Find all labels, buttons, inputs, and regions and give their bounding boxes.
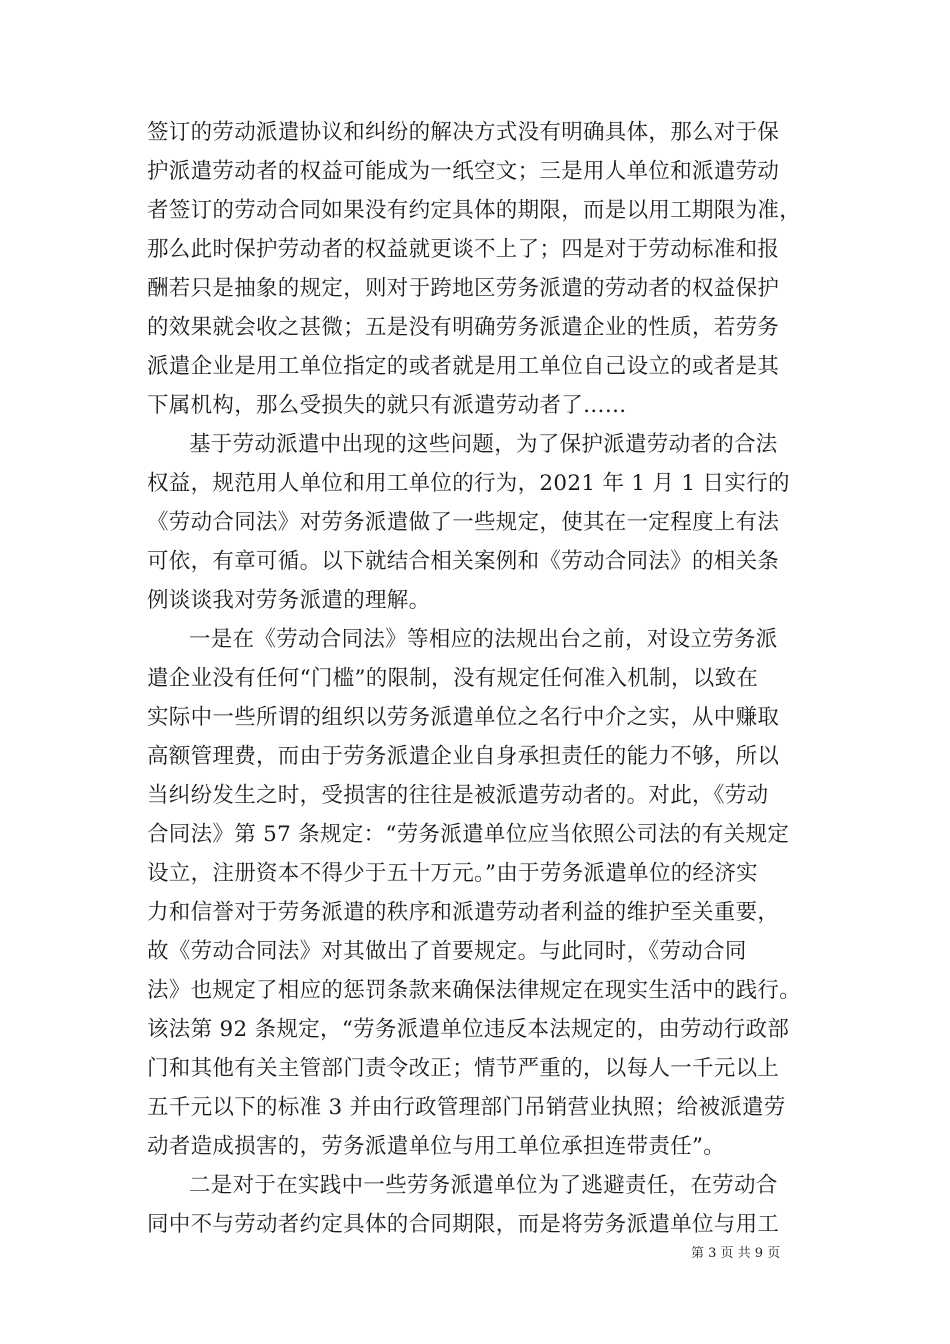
text-line: 者签订的劳动合同如果没有约定具体的期限，而是以用工期限为准， (147, 198, 802, 223)
text-line: 动者造成损害的，劳务派遣单位与用工单位承担连带责任”。 (147, 1134, 726, 1159)
text-line: 下属机构，那么受损失的就只有派遣劳动者了…… (147, 393, 627, 418)
text-line: 法》也规定了相应的惩罚条款来确保法律规定在现实生活中的践行。 (147, 978, 802, 1003)
paragraph-start-line: 基于劳动派遣中出现的这些问题，为了保护派遣劳动者的合法 (189, 432, 778, 457)
text-line: 那么此时保护劳动者的权益就更谈不上了；四是对于劳动标准和报 (147, 237, 780, 262)
page-number: 第 3 页 共 9 页 (691, 1246, 781, 1261)
text-line: 力和信誉对于劳务派遣的秩序和派遣劳动者利益的维护至关重要， (147, 900, 780, 925)
paragraph-start-line: 一是在《劳动合同法》等相应的法规出台之前，对设立劳务派 (189, 627, 778, 652)
text-line: 可依，有章可循。以下就结合相关案例和《劳动合同法》的相关条 (147, 549, 780, 574)
text-line: 故《劳动合同法》对其做出了首要规定。与此同时，《劳动合同 (147, 939, 747, 964)
text-line: 酬若只是抽象的规定，则对于跨地区劳务派遣的劳动者的权益保护 (147, 276, 780, 301)
text-line: 权益，规范用人单位和用工单位的行为，2021 年 1 月 1 日实行的 (147, 471, 790, 496)
text-line: 合同法》第 57 条规定：“劳务派遣单位应当依照公司法的有关规定 (147, 822, 790, 847)
text-line: 同中不与劳动者约定具体的合同期限，而是将劳务派遣单位与用工 (147, 1212, 780, 1237)
text-line: 该法第 92 条规定，“劳务派遣单位违反本法规定的，由劳动行政部 (147, 1017, 790, 1042)
text-line: 实际中一些所谓的组织以劳务派遣单位之名行中介之实，从中赚取 (147, 705, 780, 730)
text-line: 设立，注册资本不得少于五十万元。”由于劳务派遣单位的经济实 (147, 861, 758, 886)
text-line: 门和其他有关主管部门责令改正；情节严重的，以每人一千元以上 (147, 1056, 780, 1081)
text-line: 护派遣劳动者的权益可能成为一纸空文；三是用人单位和派遣劳动 (147, 159, 780, 184)
text-line: 遣企业没有任何“门槛”的限制，没有规定任何准入机制，以致在 (147, 666, 759, 691)
text-line: 当纠纷发生之时，受损害的往往是被派遣劳动者的。对此，《劳动 (147, 783, 769, 808)
text-line: 高额管理费，而由于劳务派遣企业自身承担责任的能力不够，所以 (147, 744, 780, 769)
text-line: 派遣企业是用工单位指定的或者就是用工单位自己设立的或者是其 (147, 354, 780, 379)
text-line: 签订的劳动派遣协议和纠纷的解决方式没有明确具体，那么对于保 (147, 120, 780, 145)
text-line: 五千元以下的标准 3 并由行政管理部门吊销营业执照；给被派遣劳 (147, 1095, 786, 1120)
text-line: 例谈谈我对劳务派遣的理解。 (147, 588, 431, 613)
text-line: 的效果就会收之甚微；五是没有明确劳务派遣企业的性质，若劳务 (147, 315, 780, 340)
text-line: 《劳动合同法》对劳务派遣做了一些规定，使其在一定程度上有法 (147, 510, 780, 535)
paragraph-start-line: 二是对于在实践中一些劳务派遣单位为了逃避责任，在劳动合 (189, 1173, 778, 1198)
